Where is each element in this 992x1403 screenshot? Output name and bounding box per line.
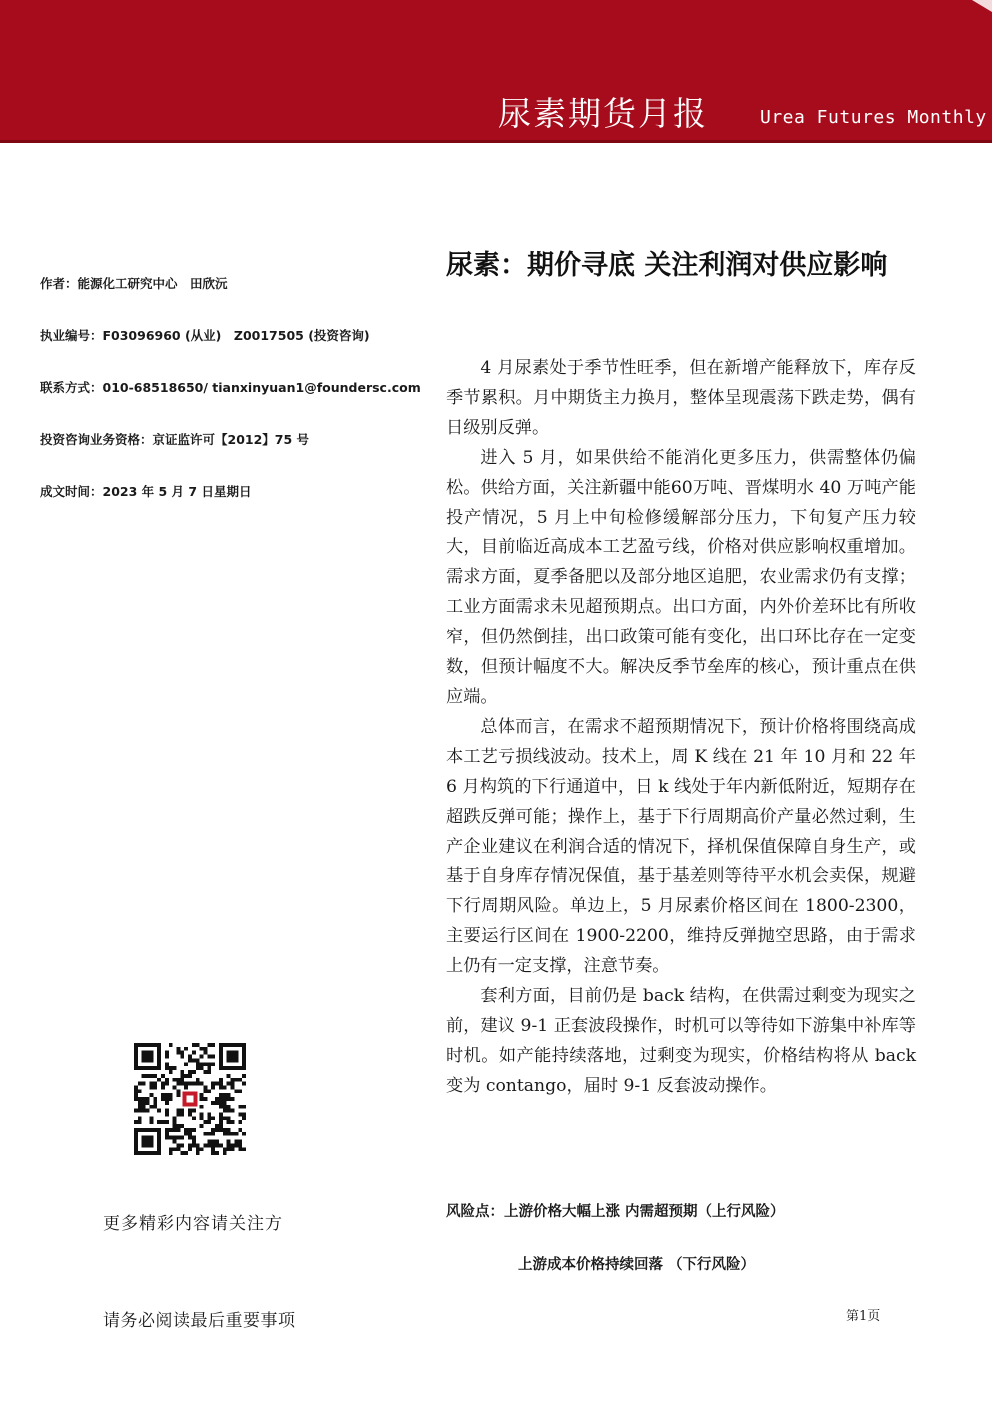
license-line: 执业编号：F03096960 (从业) Z0017505 (投资咨询)	[40, 328, 370, 343]
paragraph: 进入 5 月，如果供给不能消化更多压力，供需整体仍偏松。供给方面，关注新疆中能60万吨、晋煤明水 40 万吨产能投产情况，5 月上中旬检修缓解部分压力，下旬复产压力较大，目前临近高成本工艺盈亏线，价格对供应影响权重增加。需求方面，夏季备肥以及部分地区追肥，农业需求仍有支撑；工业方面需求未见超预期点。出口方面，内外价差环比有所收窄，但仍然倒挂，出口政策可能有变化，出口环比存在一定变数，但预计幅度不大。解决反季节垒库的核心，预计重点在供应端。	[446, 447, 916, 707]
article-title: 尿素：期价寻底 关注利润对供应影响	[446, 250, 888, 281]
header-band	[0, 0, 992, 143]
report-subtitle: Urea Futures Monthly	[760, 107, 987, 128]
paragraph: 套利方面，目前仍是 back 结构，在供需过剩变为现实之前，建议 9-1 正套波段操作，时机可以等待如下游集中补库等时机。如产能持续落地，过剩变为现实，价格结构将从 back 变为 contango，届时 9-1 反套波动操作。	[446, 986, 916, 1096]
contact-line: 联系方式：010-68518650/ tianxinyuan1@foundersc.com	[40, 380, 421, 395]
paragraph: 4 月尿素处于季节性旺季，但在新增产能释放下，库存反季节累积。月中期货主力换月，整体呈现震荡下跌走势，偶有日级别反弹。	[446, 358, 916, 438]
qualification-line: 投资咨询业务资格：京证监许可【2012】75 号	[40, 432, 310, 447]
date-line: 成文时间：2023 年 5 月 7 日星期日	[40, 484, 252, 499]
report-title: 尿素期货月报	[498, 94, 708, 133]
header-rule	[0, 140, 992, 143]
paragraph: 总体而言，在需求不超预期情况下，预计价格将围绕高成本工艺亏损线波动。技术上，周 K 线在 21 年 10 月和 22 年 6 月构筑的下行通道中，日 k 线处于年内新低附近，短期存在超跌反弹可能；操作上，基于下行周期高价产量必然过剩，生产企业建议在利润合适的情况下，择机保值保障自身生产，或基于自身库存情况保值，基于基差则等待平水机会卖保，规避下行周期风险。单边上，5 月尿素价格区间在 1800-2300，主要运行区间在 1900-2200，维持反弹抛空思路，由于需求上仍有一定支撑，注意节奏。	[446, 716, 916, 977]
risk-line-upside: 风险点：上游价格大幅上涨 内需超预期（上行风险）	[446, 1204, 785, 1220]
qr-code-icon[interactable]	[134, 1043, 246, 1155]
article-body	[446, 354, 916, 1102]
follow-prompt: 更多精彩内容请关注方	[103, 1214, 283, 1234]
corner-logo-icon	[972, 0, 992, 12]
author-line: 作者：能源化工研究中心 田欣沅	[40, 276, 228, 291]
disclaimer-note: 请务必阅读最后重要事项	[103, 1311, 296, 1331]
risk-line-downside: 上游成本价格持续回落 （下行风险）	[518, 1257, 756, 1273]
page-number: 第1页	[846, 1309, 881, 1324]
